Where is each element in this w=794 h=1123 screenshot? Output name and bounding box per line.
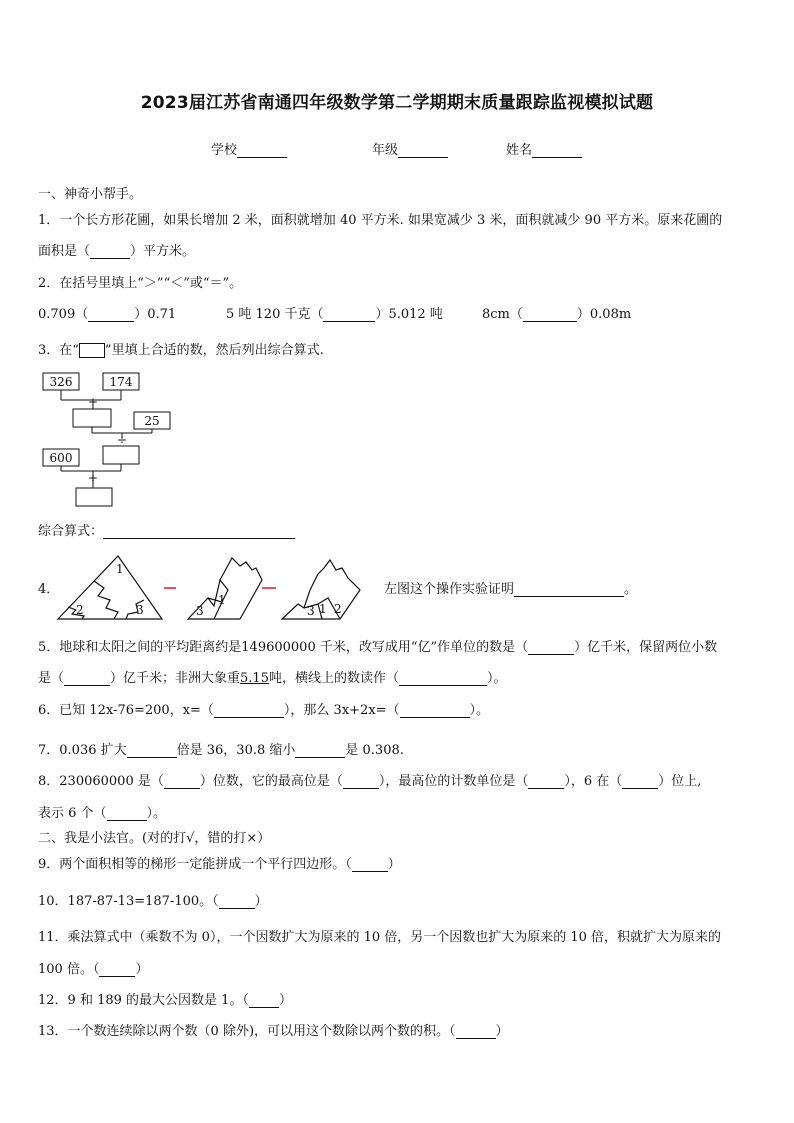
q6: 6．已知 12x-76=200，x=（ ），那么 3x+2x=（ ）。 <box>38 703 490 718</box>
tri-label-2: 2 <box>76 603 84 617</box>
q6-blank-1[interactable] <box>214 717 284 718</box>
q2-text: 2．在括号里填上“＞”“＜”或“＝”。 <box>38 276 243 291</box>
q4-text: 左图这个操作实验证明 。 <box>384 582 638 597</box>
triangle-step3 <box>282 560 360 619</box>
q12: 12．9 和 189 的最大公因数是 1。（ ） <box>38 993 292 1008</box>
q2-b: 5 吨 120 千克（ ）5.012 吨 <box>226 307 443 322</box>
q8-blank-3[interactable] <box>528 788 564 789</box>
q5-line2: 是（ ）亿千米；非洲大象重5.15吨，横线上的数读作（ ）。 <box>38 671 507 686</box>
n174: 174 <box>109 375 133 389</box>
q11-line2: 100 倍。（ ） <box>38 962 149 977</box>
q1-line1: 1．一个长方形花圃，如果长增加 2 米，面积就增加 40 平方米. 如果宽减少 3 米，面积就减少 90 平方米。原来花圃的 <box>38 213 723 228</box>
q12-blank[interactable] <box>249 1007 279 1008</box>
q3-text: 3．在“ ”里填上合适的数，然后列出综合算式. <box>38 343 324 358</box>
q13-blank[interactable] <box>456 1038 496 1039</box>
box-blank-3[interactable] <box>76 488 112 506</box>
b-label-3: 3 <box>196 604 204 618</box>
school-field: 学校 <box>211 139 287 158</box>
q2-c: 8cm（ ）0.08m <box>482 307 632 322</box>
q8-line1: 8．230060000 是（ ）位数，它的最高位是（ ），最高位的计数单位是（ ），6 在（ ）位上, <box>38 774 702 789</box>
q6-blank-2[interactable] <box>400 717 470 718</box>
c-label-1: 1 <box>319 602 327 616</box>
tri-label-3: 3 <box>136 603 144 617</box>
op-div-2: ÷ <box>87 471 99 485</box>
tri-label-1: 1 <box>116 562 124 576</box>
q2-a: 0.709（ ）0.71 <box>38 307 177 322</box>
q11-blank[interactable] <box>99 976 135 977</box>
page-title: 2023届江苏省南通四年级数学第二学期期末质量跟踪监视模拟试题 <box>140 93 654 113</box>
q5-line1: 5．地球和太阳之间的平均距离约是149600000 千米，改写成用“亿”作单位的数是（ ）亿千米，保留两位小数 <box>38 640 718 655</box>
q4-blank[interactable] <box>514 596 624 597</box>
q3-diagram <box>43 373 170 506</box>
triangle-step2 <box>188 558 262 619</box>
q4-num: 4． <box>38 582 60 597</box>
q7-blank-2[interactable] <box>295 757 345 758</box>
q13: 13．一个数连续除以两个数（0 除外)，可以用这个数除以两个数的积。（ ） <box>38 1024 509 1039</box>
q10-blank[interactable] <box>219 908 255 909</box>
q5-blank-3[interactable] <box>399 685 487 686</box>
q11-line1: 11．乘法算式中（乘数不为 0），一个因数扩大为原来的 10 倍，另一个因数也扩大为原来的 10 倍，积就扩大为原来的 <box>38 930 722 945</box>
q9: 9．两个面积相等的梯形一定能拼成一个平行四边形。（ ） <box>38 857 401 872</box>
grade-field: 年级 <box>372 139 448 158</box>
q7-blank-1[interactable] <box>127 757 177 758</box>
q10: 10．187-87-13=187-100。（ ） <box>38 894 268 909</box>
n326: 326 <box>49 375 73 389</box>
q7: 7．0.036 扩大 倍是 36，30.8 缩小 是 0.308. <box>38 743 404 758</box>
name-field: 姓名 <box>506 139 582 158</box>
section-1-heading: 一、神奇小帮手。 <box>38 187 143 202</box>
b-label-1: 1 <box>218 593 226 607</box>
box-blank-2[interactable] <box>103 446 139 464</box>
op-div-1: ÷ <box>116 433 128 447</box>
c-label-2: 2 <box>334 602 342 616</box>
q8-blank-5[interactable] <box>107 820 147 821</box>
q5-blank-1[interactable] <box>528 654 574 655</box>
section-2-heading: 二、我是小法官。(对的打√，错的打×） <box>38 831 271 846</box>
n25: 25 <box>144 414 160 428</box>
q3-formula: 综合算式： <box>38 520 295 539</box>
q8-line2: 表示 6 个（ ）。 <box>38 806 167 821</box>
op-plus: + <box>87 395 99 409</box>
q8-blank-2[interactable] <box>343 788 379 789</box>
q9-blank[interactable] <box>352 871 388 872</box>
box-blank-1[interactable] <box>73 409 111 427</box>
q3-formula-blank[interactable] <box>103 538 295 539</box>
q8-blank-4[interactable] <box>622 788 658 789</box>
q5-blank-2[interactable] <box>64 685 110 686</box>
triangle-full <box>58 556 162 619</box>
q8-blank-1[interactable] <box>164 788 200 789</box>
q5-underlined-value: 5.15 <box>240 671 269 686</box>
q1-line2: 面积是（ ）平方米。 <box>38 244 196 259</box>
c-label-3: 3 <box>307 604 315 618</box>
n600: 600 <box>49 451 73 465</box>
q4-figures <box>58 556 360 619</box>
